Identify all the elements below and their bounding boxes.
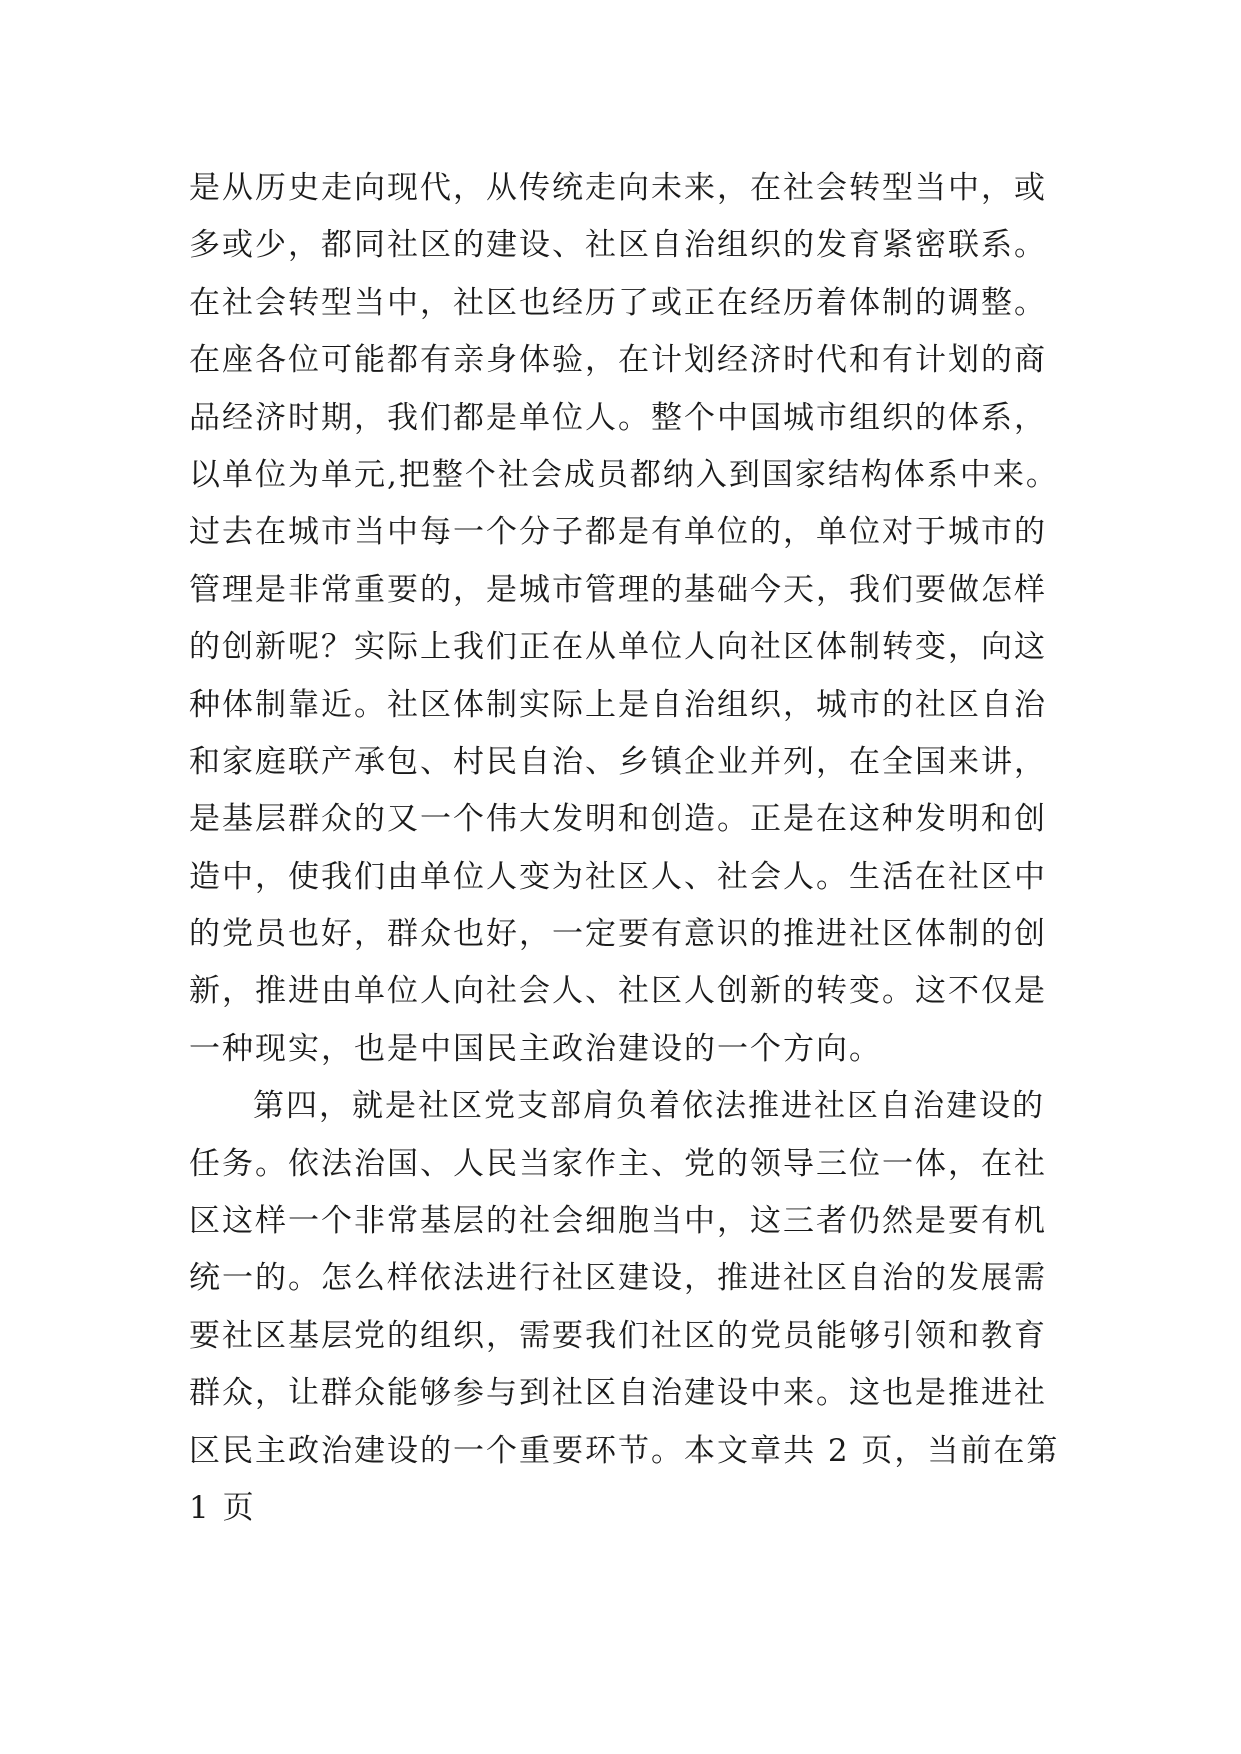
text-line: 和家庭联产承包、村民自治、乡镇企业并列，在全国来讲，: [189, 743, 1047, 780]
text-line: 品经济时期，我们都是单位人。整个中国城市组织的体系，: [189, 399, 1047, 436]
text-line: 区这样一个非常基层的社会细胞当中，这三者仍然是要有机: [189, 1203, 1047, 1240]
text-line: 区民主政治建设的一个重要环节。本文章共 2 页，当前在第: [189, 1432, 1060, 1469]
text-line: 在座各位可能都有亲身体验，在计划经济时代和有计划的商: [189, 342, 1047, 379]
text-line: 种体制靠近。社区体制实际上是自治组织，城市的社区自治: [189, 686, 1047, 723]
text-line: 一种现实，也是中国民主政治建设的一个方向。: [189, 1030, 882, 1067]
text-line: 的创新呢？实际上我们正在从单位人向社区体制转变，向这: [189, 629, 1047, 666]
text-line: 新，推进由单位人向社会人、社区人创新的转变。这不仅是: [189, 973, 1047, 1010]
text-line: 群众，让群众能够参与到社区自治建设中来。这也是推进社: [189, 1375, 1047, 1412]
text-line: 是从历史走向现代，从传统走向未来，在社会转型当中，或: [189, 170, 1047, 206]
text-line: 以单位为单元,把整个社会成员都纳入到国家结构体系中来。: [189, 456, 1059, 493]
text-line: 过去在城市当中每一个分子都是有单位的，单位对于城市的: [189, 514, 1047, 551]
page-indicator-line: 1 页: [189, 1489, 256, 1526]
text-line: 造中，使我们由单位人变为社区人、社会人。生活在社区中: [189, 858, 1047, 895]
text-line: 的党员也好，群众也好，一定要有意识的推进社区体制的创: [189, 916, 1047, 953]
text-line-indented: 第四，就是社区党支部肩负着依法推进社区自治建设的: [253, 1088, 1045, 1125]
text-line: 管理是非常重要的，是城市管理的基础今天，我们要做怎样: [189, 571, 1047, 608]
text-line: 统一的。怎么样依法进行社区建设，推进社区自治的发展需: [189, 1260, 1047, 1297]
text-line: 在社会转型当中，社区也经历了或正在经历着体制的调整。: [189, 284, 1047, 321]
body-text: [189, 160, 1069, 1537]
text-line: 要社区基层党的组织，需要我们社区的党员能够引领和教育: [189, 1317, 1047, 1354]
text-line: 多或少，都同社区的建设、社区自治组织的发育紧密联系。: [189, 227, 1047, 264]
text-line: 任务。依法治国、人民当家作主、党的领导三位一体，在社: [189, 1145, 1047, 1182]
text-line: 是基层群众的又一个伟大发明和创造。正是在这种发明和创: [189, 801, 1047, 838]
